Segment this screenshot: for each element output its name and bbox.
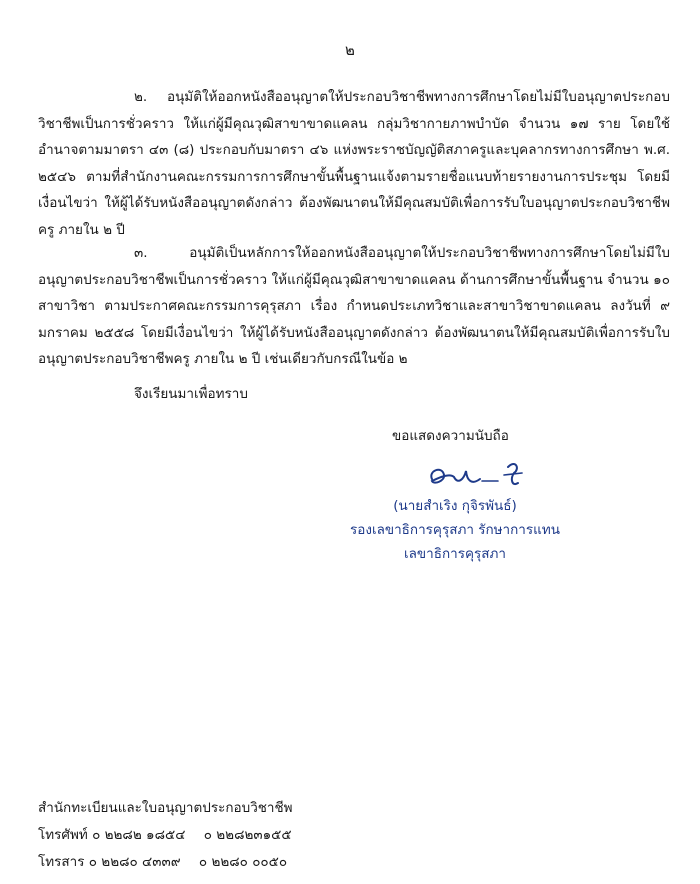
phone-label: โทรศัพท์: [38, 827, 88, 843]
paragraph-3: [38, 240, 670, 373]
page-number: ๒: [345, 41, 355, 59]
phone-number-2: ๐ ๒๒๘๒๓๑๕๕: [203, 827, 292, 843]
signer-position-2: เลขาธิการคุรุสภา: [404, 546, 506, 562]
footer-contact: [38, 795, 293, 876]
phone-number-1: ๐ ๒๒๘๒ ๑๘๕๔: [92, 827, 186, 843]
signer-block: [340, 494, 570, 566]
fax-number-2: ๐ ๒๒๘๐ ๐๐๕๐: [198, 854, 288, 870]
signer-name: (นายสำเริง กุจิรพันธ์): [393, 498, 517, 514]
paragraph-2-text: ๒. อนุมัติให้ออกหนังสืออนุญาตให้ประกอบวิชาชีพทางการศึกษาโดยไม่มีใบอนุญาตประกอบวิชาชีพเป็นการชั่วคราว ให้แก่ผู้มีคุณวุฒิสาขาขาดแคลน กลุ่มวิชากายภาพบำบัด จำนวน ๑๗ ราย โดยใช้อำนาจตามมาตรา ๔๓ (๘) ประกอบกับมาตรา ๔๖ แห่งพระราชบัญญัติสภาครูและบุคลากรทางการศึกษา พ.ศ. ๒๕๔๖ ตามที่สำนักงานคณะกรรมการการศึกษาขั้นพื้นฐานแจ้งตามรายชื่อแนบท้ายรายงานการประชุม โดยมีเงื่อนไขว่า ให้ผู้ได้รับหนังสืออนุญาตดังกล่าว ต้องพัฒนาตนให้มีคุณสมบัติเพื่อการรับใบอนุญาตประกอบวิชาชีพครู ภายใน ๒ ปี: [38, 89, 670, 238]
footer-fax: [38, 849, 293, 876]
fax-label: โทรสาร: [38, 854, 85, 870]
signer-position-1: รองเลขาธิการคุรุสภา รักษาการแทน: [350, 522, 560, 538]
signature-image: [420, 455, 530, 495]
paragraph-3-text: ๓. อนุมัติเป็นหลักการให้ออกหนังสืออนุญาตให้ประกอบวิชาชีพทางการศึกษาโดยไม่มีใบอนุญาตประกอบวิชาชีพเป็นการชั่วคราว ให้แก่ผู้มีคุณวุฒิสาขาขาดแคลน ด้านการศึกษาขั้นพื้นฐาน จำนวน ๑๐ สาขาวิชา ตามประกาศคณะกรรมการคุรุสภา เรื่อง กำหนดประเภทวิชาและสาขาวิชาขาดแคลน ลงวันที่ ๙ มกราคม ๒๕๕๘ โดยมีเงื่อนไขว่า ให้ผู้ได้รับหนังสืออนุญาตดังกล่าว ต้องพัฒนาตนให้มีคุณสมบัติเพื่อการรับใบอนุญาตประกอบวิชาชีพครู ภายใน ๒ ปี เช่นเดียวกับกรณีในข้อ ๒: [38, 245, 670, 367]
footer-office: สำนักทะเบียนและใบอนุญาตประกอบวิชาชีพ: [38, 800, 293, 816]
footer-phone: [38, 822, 293, 849]
closing-line: จึงเรียนมาเพื่อทราบ: [134, 386, 248, 402]
fax-number-1: ๐ ๒๒๘๐ ๔๓๓๙: [88, 854, 181, 870]
paragraph-2: [38, 84, 670, 243]
regards-line: ขอแสดงความนับถือ: [392, 428, 509, 444]
